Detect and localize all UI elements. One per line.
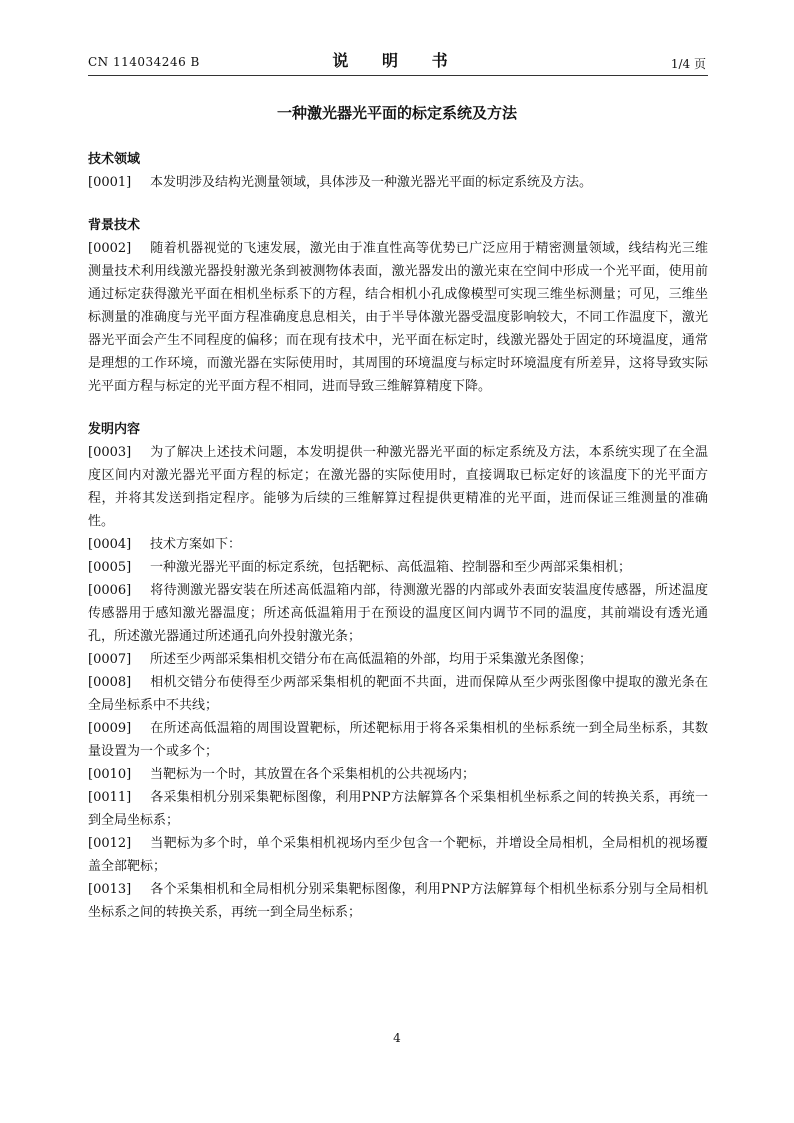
section-heading: 技术领域 <box>88 152 141 167</box>
paragraph <box>88 441 708 533</box>
document-title: 一种激光器光平面的标定系统及方法 <box>276 104 517 122</box>
paragraph <box>88 786 708 832</box>
paragraph <box>88 671 708 717</box>
section-heading: 发明内容 <box>88 422 141 437</box>
header-divider <box>88 75 708 76</box>
paragraph-number: [0006] <box>88 583 132 598</box>
document-body <box>88 148 708 944</box>
paragraph-number: [0005] <box>88 560 132 575</box>
paragraph-number: [0012] <box>88 836 132 851</box>
paragraph-text: 在所述高低温箱的周围设置靶标，所述靶标用于将各采集相机的坐标系统一到全局坐标系，其数量设置为一个或多个； <box>88 721 708 759</box>
paragraph-text: 为了解决上述技术问题，本发明提供一种激光器光平面的标定系统及方法，本系统实现了在全温度区间内对激光器光平面方程的标定；在激光器的实际使用时，直接调取已标定好的该温度下的光平面方程，并将其发送到指定程序。能够为后续的三维解算过程提供更精准的光平面，进而保证三维测量的准确性。 <box>88 445 708 529</box>
paragraph-text: 各采集相机分别采集靶标图像，利用PNP方法解算各个采集相机坐标系之间的转换关系，再统一到全局坐标系； <box>88 790 708 828</box>
paragraph-number: [0009] <box>88 721 132 736</box>
paragraph-number: [0003] <box>88 445 132 460</box>
paragraph-text: 本发明涉及结构光测量领域，具体涉及一种激光器光平面的标定系统及方法。 <box>150 175 593 190</box>
paragraph-number: [0007] <box>88 652 132 667</box>
section-background <box>88 214 708 398</box>
page-indicator: 1/4 页 <box>670 57 706 71</box>
section-summary <box>88 418 708 924</box>
paragraph-number: [0010] <box>88 767 132 782</box>
paragraph <box>88 579 708 648</box>
paragraph <box>88 878 708 924</box>
document-type: 说 明 书 <box>332 51 462 70</box>
paragraph-number: [0013] <box>88 882 132 897</box>
paragraph-text: 随着机器视觉的飞速发展，激光由于准直性高等优势已广泛应用于精密测量领域，线结构光三维测量技术利用线激光器投射激光条到被测物体表面，激光器发出的激光束在空间中形成一个光平面，使用前通过标定获得激光平面在相机坐标系下的方程，结合相机小孔成像模型可实现三维坐标测量；可见，三维坐标测量的准确度与光平面方程准确度息息相关，由于半导体激光器受温度影响较大，不同工作温度下，激光器光平面会产生不同程度的偏移；而在现有技术中，光平面在标定时，线激光器处于固定的环境温度，通常是理想的工作环境，而激光器在实际使用时，其周围的环境温度与标定时环境温度有所差异，这将导致实际光平面方程与标定的光平面方程不相同，进而导致三维解算精度下降。 <box>88 241 708 394</box>
paragraph-text: 各个采集相机和全局相机分别采集靶标图像，利用PNP方法解算每个相机坐标系分别与全局相机坐标系之间的转换关系，再统一到全局坐标系； <box>88 882 708 920</box>
paragraph-text: 相机交错分布使得至少两部采集相机的靶面不共面，进而保障从至少两张图像中提取的激光条在全局坐标系中不共线； <box>88 675 708 713</box>
paragraph <box>88 171 708 194</box>
page-number: 4 <box>393 1031 401 1045</box>
paragraph <box>88 556 708 579</box>
paragraph <box>88 763 708 786</box>
paragraph-number: [0004] <box>88 537 132 552</box>
paragraph-text: 技术方案如下： <box>150 537 242 552</box>
paragraph-text: 将待测激光器安装在所述高低温箱内部，待测激光器的内部或外表面安装温度传感器，所述温度传感器用于感知激光器温度；所述高低温箱用于在预设的温度区间内调节不同的温度，其前端设有透光通孔，所述激光器通过所述通孔向外投射激光条； <box>88 583 708 644</box>
section-technical-field <box>88 148 708 194</box>
paragraph-number: [0002] <box>88 241 132 256</box>
patent-number: CN 114034246 B <box>88 55 200 69</box>
section-heading: 背景技术 <box>88 218 141 233</box>
paragraph <box>88 237 708 398</box>
paragraph-number: [0008] <box>88 675 132 690</box>
paragraph <box>88 832 708 878</box>
paragraph-text: 当靶标为一个时，其放置在各个采集相机的公共视场内； <box>150 767 476 782</box>
paragraph <box>88 648 708 671</box>
paragraph-text: 一种激光器光平面的标定系统，包括靶标、高低温箱、控制器和至少两部采集相机； <box>150 560 632 575</box>
paragraph-number: [0011] <box>88 790 132 805</box>
paragraph <box>88 717 708 763</box>
paragraph-text: 当靶标为多个时，单个采集相机视场内至少包含一个靶标，并增设全局相机，全局相机的视场覆盖全部靶标； <box>88 836 708 874</box>
paragraph <box>88 533 708 556</box>
paragraph-text: 所述至少两部采集相机交错分布在高低温箱的外部，均用于采集激光条图像； <box>150 652 593 667</box>
paragraph-number: [0001] <box>88 175 132 190</box>
